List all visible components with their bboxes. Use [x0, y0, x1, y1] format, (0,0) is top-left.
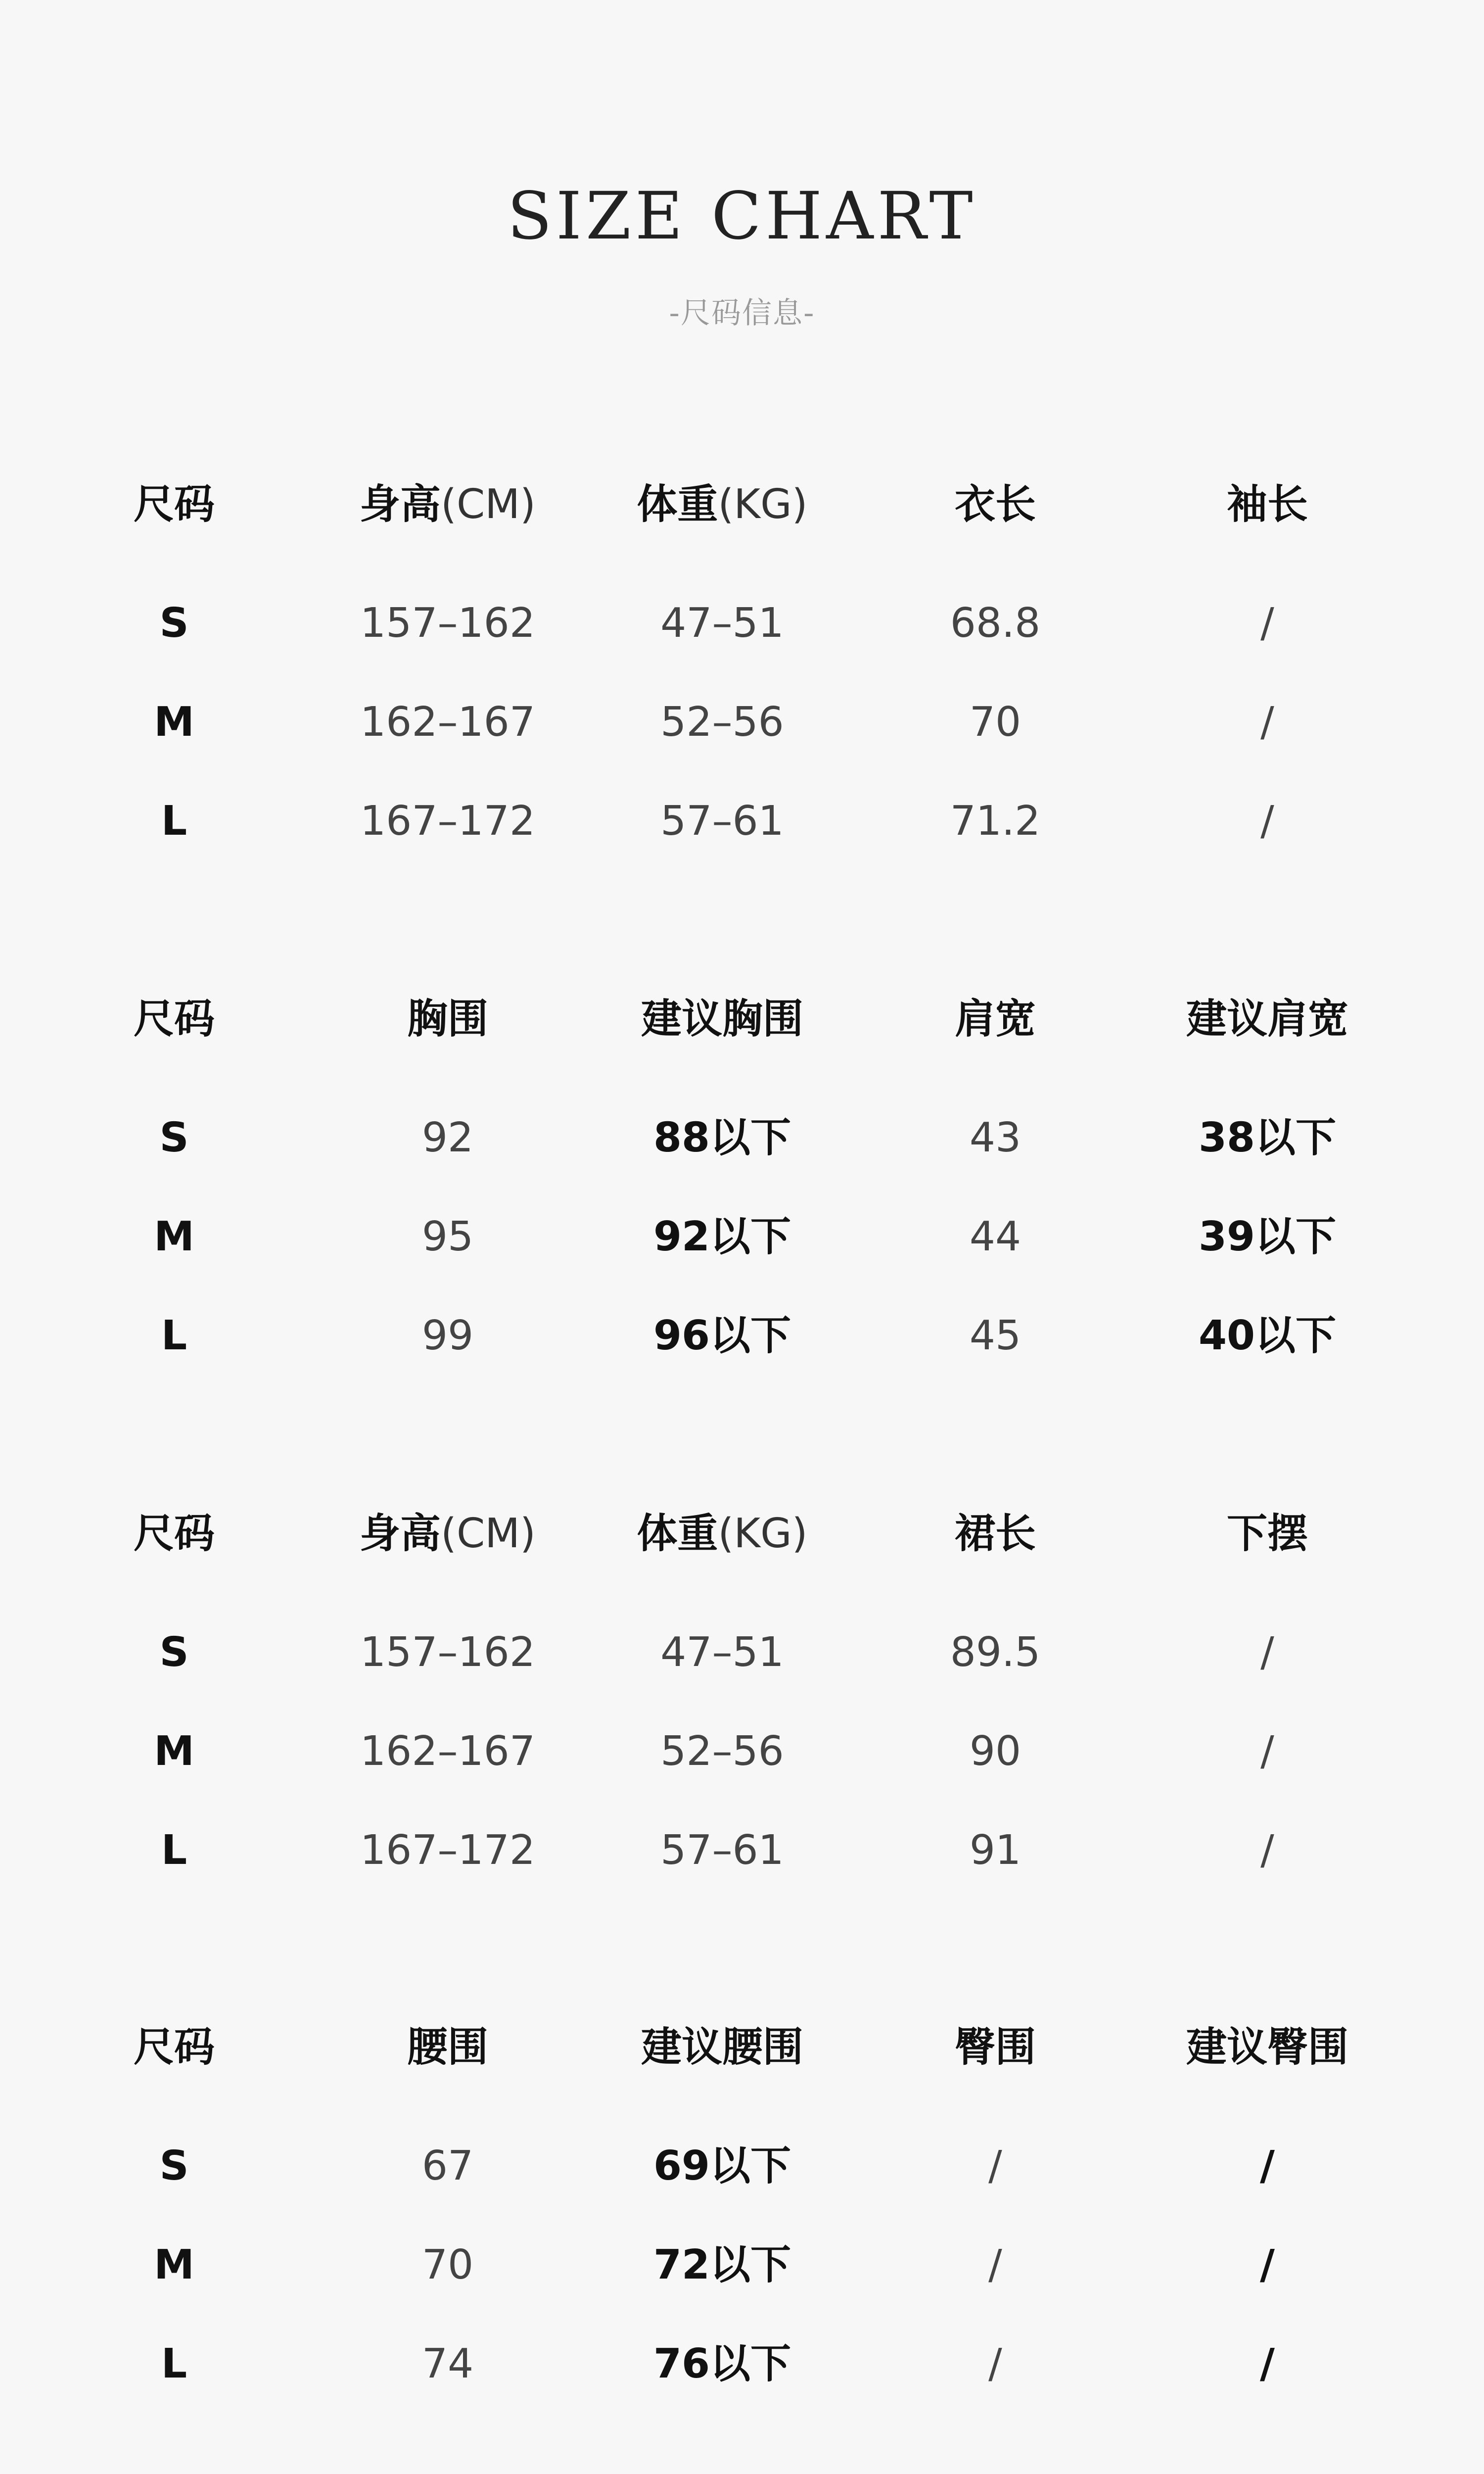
column-header-label: 体重	[637, 1510, 718, 1557]
column-header	[36, 1504, 313, 1564]
column-header	[1129, 475, 1406, 534]
table-cell: 162–167	[360, 1728, 536, 1775]
table-cell: 88以下	[653, 1114, 791, 1161]
table-cell: 91	[969, 1827, 1021, 1874]
column-header	[584, 990, 861, 1049]
column-header-label: 尺码	[133, 996, 215, 1043]
table-cell: 68.8	[950, 600, 1041, 647]
column-header-label: 尺码	[133, 2024, 215, 2071]
table-cell: /	[1260, 2340, 1275, 2387]
table-header-row	[0, 2018, 1484, 2077]
table-cell: /	[1260, 2241, 1275, 2288]
table-cell: 72以下	[653, 2241, 791, 2288]
table-cell: 45	[969, 1312, 1021, 1359]
column-header	[584, 2018, 861, 2077]
table-cell: /	[1260, 2142, 1275, 2189]
table-cell: /	[988, 2142, 1002, 2189]
table-cell: 167–172	[360, 798, 536, 845]
table-cell: 89.5	[950, 1629, 1041, 1676]
table-cell: 92以下	[653, 1213, 791, 1260]
table-cell: 71.2	[950, 798, 1041, 845]
table-row	[0, 1306, 1484, 1366]
table-cell: 76以下	[653, 2340, 791, 2387]
column-header	[584, 475, 861, 534]
size-label: S	[159, 2142, 189, 2189]
table-row	[0, 2334, 1484, 2394]
table-header-row	[0, 475, 1484, 534]
table-header-row	[0, 1504, 1484, 1564]
table-cell: 40以下	[1198, 1312, 1337, 1359]
size-label: M	[154, 699, 194, 746]
table-cell: 57–61	[660, 1827, 784, 1874]
table-cell: 43	[969, 1114, 1021, 1161]
column-header	[309, 475, 586, 534]
column-header-label: 建议肩宽	[1186, 996, 1348, 1043]
column-header-unit: (CM)	[441, 1510, 536, 1557]
column-header-label: 裙长	[954, 1510, 1036, 1557]
column-header	[1129, 990, 1406, 1049]
table-cell: 157–162	[360, 600, 536, 647]
table-cell: /	[1260, 1827, 1274, 1874]
column-header-unit: (KG)	[718, 481, 808, 528]
size-label: M	[154, 1728, 194, 1775]
column-header-label: 建议臀围	[1186, 2024, 1348, 2071]
table-header-row	[0, 990, 1484, 1049]
table-cell: 162–167	[360, 699, 536, 746]
table-row	[0, 693, 1484, 752]
size-label: M	[154, 1213, 194, 1260]
column-header-label: 袖长	[1226, 481, 1308, 528]
table-cell: 96以下	[653, 1312, 791, 1359]
table-cell: 38以下	[1198, 1114, 1337, 1161]
table-cell: /	[1260, 1728, 1274, 1775]
column-header	[1129, 1504, 1406, 1564]
table-cell: 47–51	[660, 600, 784, 647]
column-header-unit: (CM)	[441, 481, 536, 528]
column-header-unit: (KG)	[718, 1510, 808, 1557]
column-header-label: 身高	[359, 481, 441, 528]
table-cell: 95	[421, 1213, 474, 1260]
size-label: S	[159, 1629, 189, 1676]
size-label: M	[154, 2241, 194, 2288]
column-header-label: 尺码	[133, 1510, 215, 1557]
table-row	[0, 1108, 1484, 1168]
column-header	[309, 2018, 586, 2077]
column-header-label: 尺码	[133, 481, 215, 528]
column-header-label: 建议胸围	[641, 996, 803, 1043]
size-label: S	[159, 600, 189, 647]
size-label: L	[161, 798, 187, 845]
size-label: S	[159, 1114, 189, 1161]
table-cell: 70	[969, 699, 1021, 746]
table-row	[0, 1207, 1484, 1267]
table-cell: 167–172	[360, 1827, 536, 1874]
column-header	[584, 1504, 861, 1564]
column-header-label: 建议腰围	[641, 2024, 803, 2071]
column-header	[857, 2018, 1134, 2077]
column-header	[857, 990, 1134, 1049]
table-cell: 90	[969, 1728, 1021, 1775]
column-header	[857, 475, 1134, 534]
table-cell: /	[1260, 798, 1274, 845]
table-cell: /	[1260, 600, 1274, 647]
table-cell: /	[1260, 699, 1274, 746]
table-cell: /	[988, 2340, 1002, 2387]
column-header	[36, 990, 313, 1049]
table-cell: 92	[421, 1114, 474, 1161]
table-cell: 57–61	[660, 798, 784, 845]
table-row	[0, 1722, 1484, 1781]
size-label: L	[161, 2340, 187, 2387]
table-cell: 44	[969, 1213, 1021, 1260]
table-cell: 52–56	[660, 699, 784, 746]
page-title: SIZE CHART	[507, 178, 977, 254]
column-header-label: 身高	[359, 1510, 441, 1557]
column-header-label: 臀围	[954, 2024, 1036, 2071]
table-cell: 47–51	[660, 1629, 784, 1676]
column-header-label: 衣长	[954, 481, 1036, 528]
table-row	[0, 792, 1484, 851]
table-cell: 67	[421, 2142, 474, 2189]
column-header	[1129, 2018, 1406, 2077]
column-header	[309, 1504, 586, 1564]
size-label: L	[161, 1312, 187, 1359]
table-cell: /	[1260, 1629, 1274, 1676]
column-header	[309, 990, 586, 1049]
column-header-label: 下摆	[1226, 1510, 1308, 1557]
column-header-label: 肩宽	[954, 996, 1036, 1043]
size-label: L	[161, 1827, 187, 1874]
page-subtitle: -尺码信息-	[669, 296, 815, 331]
table-row	[0, 2236, 1484, 2295]
table-cell: 52–56	[660, 1728, 784, 1775]
column-header	[36, 475, 313, 534]
table-cell: 99	[421, 1312, 474, 1359]
column-header	[36, 2018, 313, 2077]
table-row	[0, 2137, 1484, 2196]
table-cell: 69以下	[653, 2142, 791, 2189]
table-row	[0, 594, 1484, 653]
table-cell: 157–162	[360, 1629, 536, 1676]
table-cell: 74	[421, 2340, 474, 2387]
column-header-label: 腰围	[407, 2024, 488, 2071]
table-cell: 70	[421, 2241, 474, 2288]
table-cell: /	[988, 2241, 1002, 2288]
table-row	[0, 1623, 1484, 1682]
table-row	[0, 1821, 1484, 1880]
table-cell: 39以下	[1198, 1213, 1337, 1260]
column-header	[857, 1504, 1134, 1564]
column-header-label: 胸围	[407, 996, 488, 1043]
column-header-label: 体重	[637, 481, 718, 528]
